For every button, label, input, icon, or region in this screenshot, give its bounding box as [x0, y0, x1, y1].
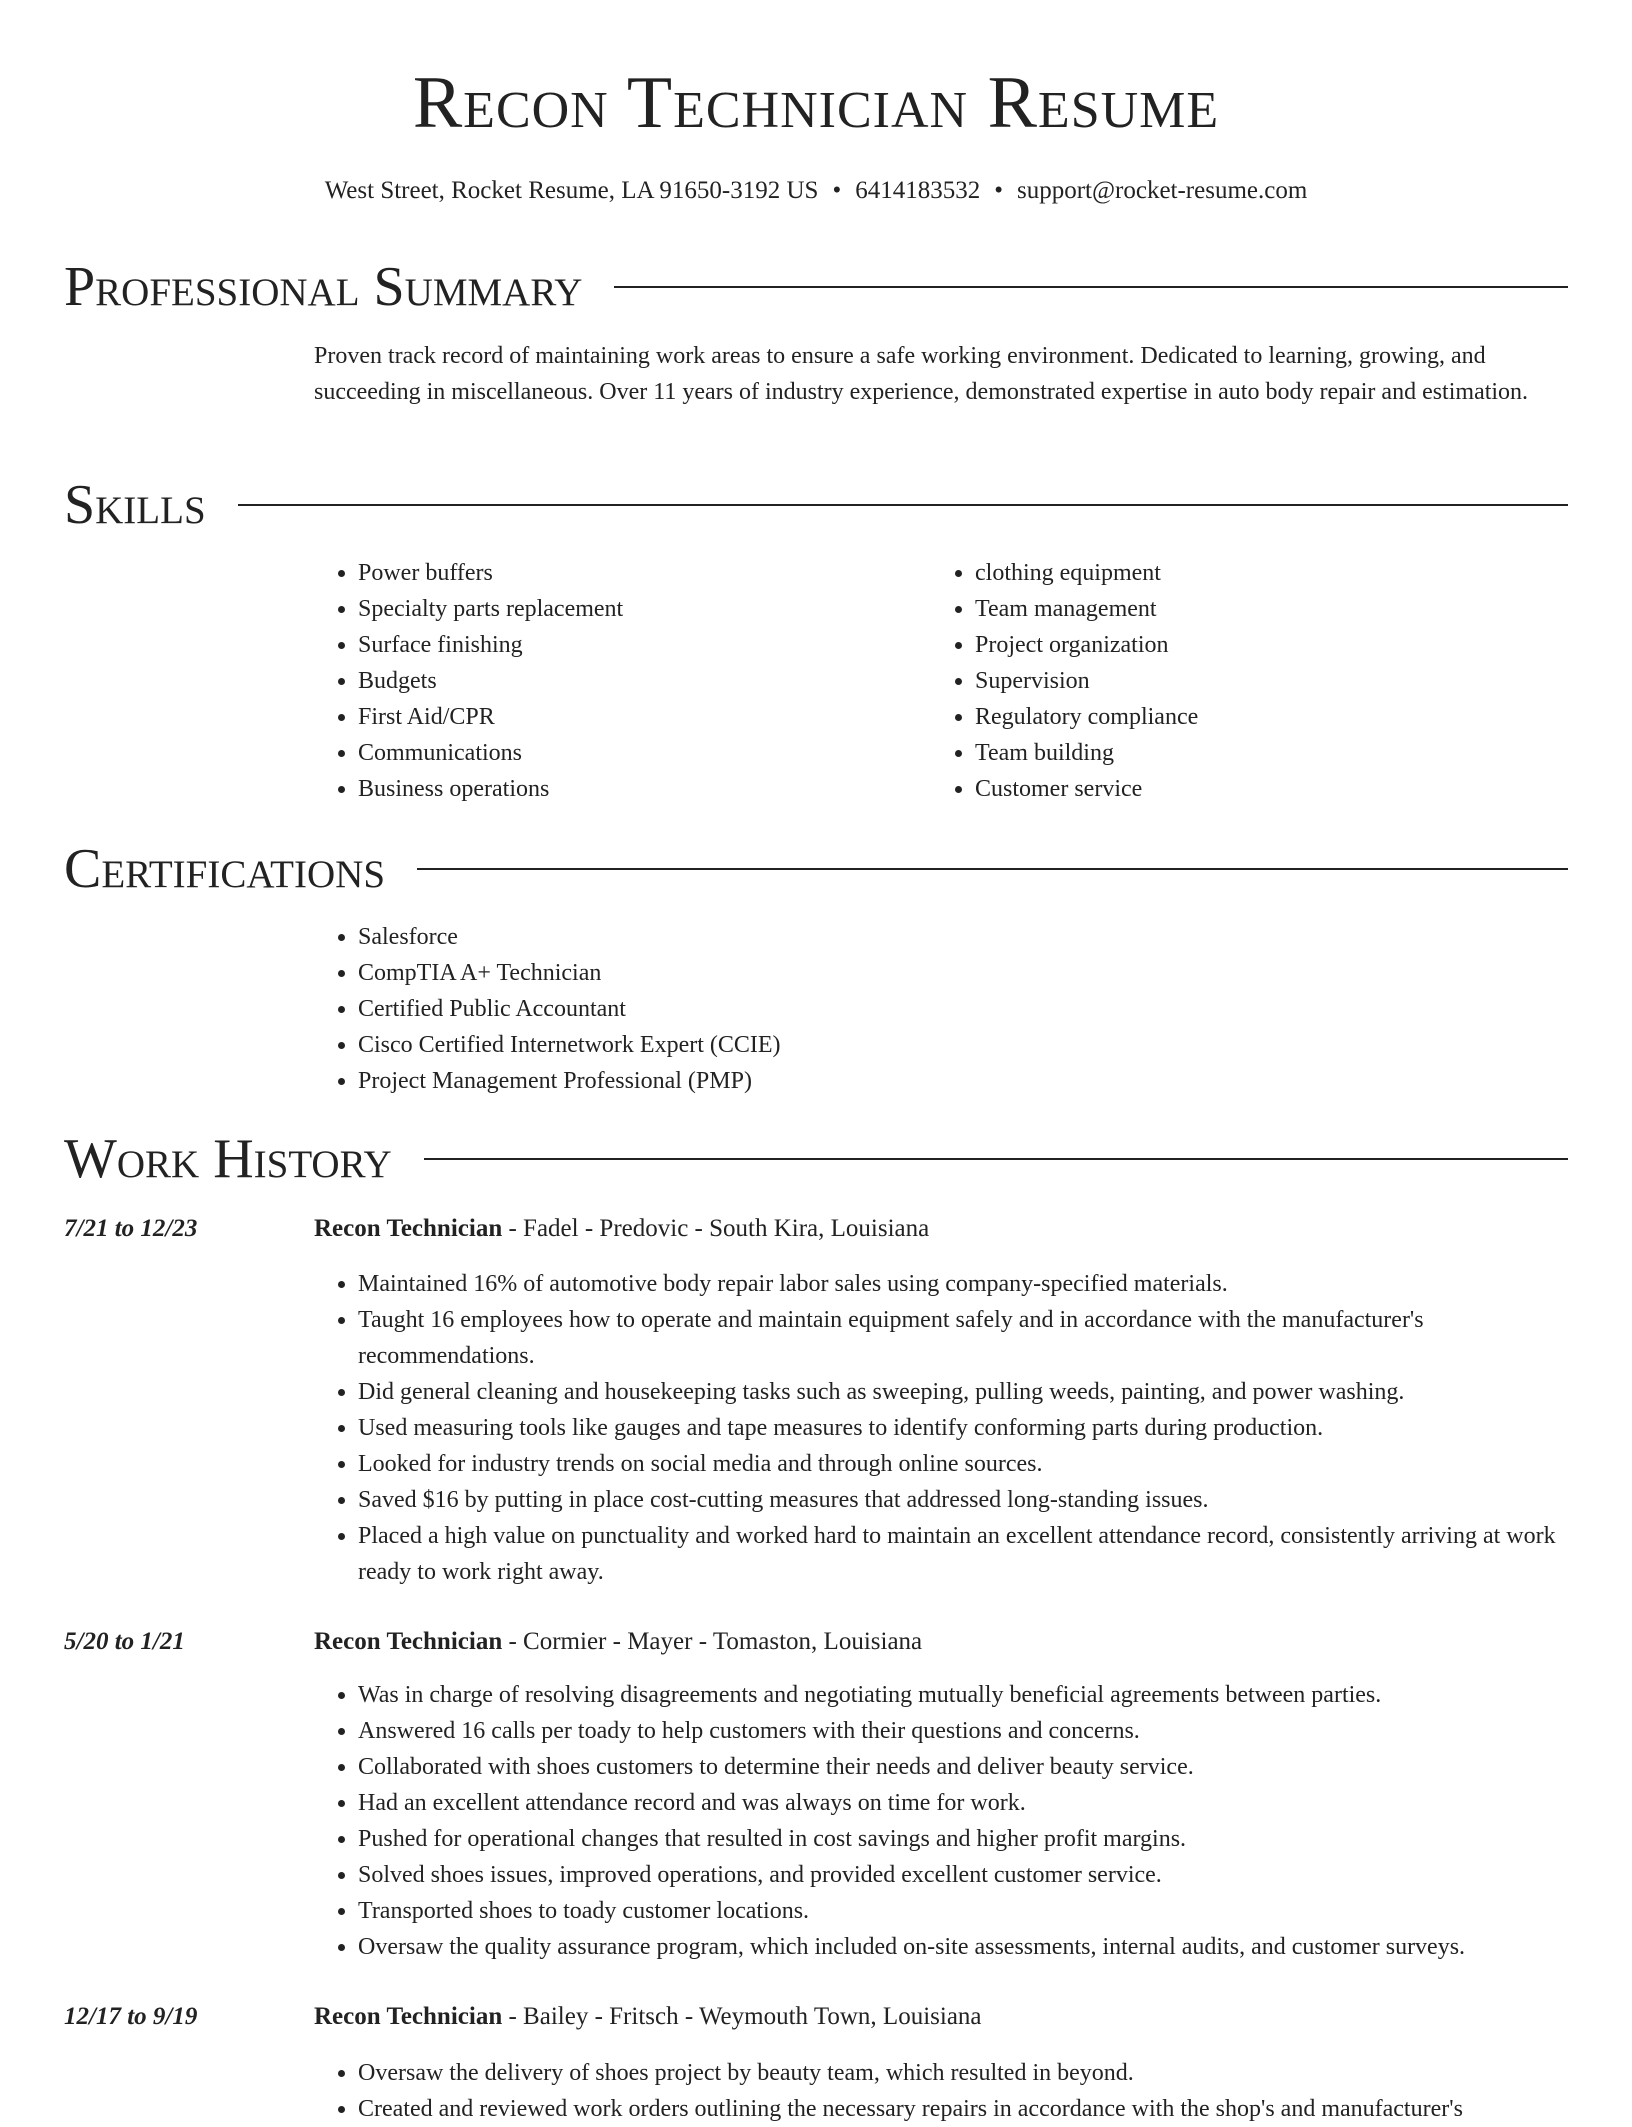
section-title-summary: Professional Summary — [64, 256, 583, 318]
skill-item: • Power buffers — [358, 555, 874, 591]
section-divider — [238, 504, 1568, 506]
certification-item: • Certified Public Accountant — [358, 991, 1314, 1027]
skill-item: • Team building — [975, 735, 1531, 771]
section-header-certifications — [64, 837, 1568, 901]
contact-separator: • — [994, 177, 1003, 204]
certification-item: • Salesforce — [358, 919, 1314, 955]
job-header — [314, 1999, 1568, 2035]
section-title-skills: Skills — [64, 474, 206, 536]
skill-item: • clothing equipment — [975, 555, 1531, 591]
job-employer-location: - Fadel - Predovic - South Kira, Louisiana — [502, 1215, 930, 1242]
job-bullet: • Placed a high value on punctuality and worked hard to maintain an excellent attendance record, consistently arriving at work ready to work right away. — [358, 1518, 1568, 1590]
job-bullet: • Answered 16 calls per toady to help customers with their questions and concerns. — [358, 1713, 1568, 1749]
job-bullet: • Created and reviewed work orders outlining the necessary repairs in accordance with the shop's and manufacturer's — [358, 2091, 1568, 2127]
job-bullet: • Maintained 16% of automotive body repair labor sales using company-specified materials. — [358, 1266, 1568, 1302]
skill-item: • Regulatory compliance — [975, 699, 1531, 735]
skills-column-right — [931, 555, 1531, 807]
section-header-skills — [64, 473, 1568, 537]
job-dates: 5/20 to 1/21 — [64, 1628, 185, 1655]
job-header — [314, 1624, 1568, 1660]
skills-column-left — [314, 555, 874, 807]
skill-item: • Business operations — [358, 771, 874, 807]
contact-separator: • — [832, 177, 842, 204]
contact-address: West Street, Rocket Resume, LA 91650-3192 US — [324, 177, 819, 204]
job-role: Recon Technician — [314, 2003, 503, 2030]
skill-item: • Team management — [975, 591, 1531, 627]
job-dates: 12/17 to 9/19 — [64, 2003, 198, 2030]
skill-item: • First Aid/CPR — [358, 699, 874, 735]
section-title-certifications: Certifications — [64, 838, 386, 900]
skill-item: • Communications — [358, 735, 874, 771]
job-header — [314, 1211, 1568, 1247]
skill-item: • Supervision — [975, 663, 1531, 699]
section-divider — [614, 286, 1568, 288]
section-header-summary — [64, 255, 1568, 319]
skill-item: • Customer service — [975, 771, 1531, 807]
job-bullet: • Transported shoes to toady customer locations. — [358, 1893, 1568, 1929]
skill-item: • Budgets — [358, 663, 874, 699]
section-title-work-history: Work History — [64, 1128, 392, 1190]
certification-item: • Cisco Certified Internetwork Expert (CCIE) — [358, 1027, 1314, 1063]
section-divider — [417, 868, 1568, 870]
job-bullet: • Used measuring tools like gauges and tape measures to identify conforming parts during production. — [358, 1410, 1568, 1446]
job-bullet: • Pushed for operational changes that resulted in cost savings and higher profit margins. — [358, 1821, 1568, 1857]
resume-title: Recon Technician Resume — [412, 62, 1220, 144]
section-divider — [424, 1158, 1568, 1160]
contact-line — [0, 174, 1632, 208]
job-bullet: • Looked for industry trends on social media and through online sources. — [358, 1446, 1568, 1482]
job-bullet: • Taught 16 employees how to operate and maintain equipment safely and in accordance with the manufacturer's recommendations. — [358, 1302, 1568, 1374]
job-bullet: • Had an excellent attendance record and was always on time for work. — [358, 1785, 1568, 1821]
certifications-list — [314, 919, 1314, 1099]
section-header-work-history — [64, 1127, 1568, 1191]
job-responsibilities — [314, 1677, 1568, 1965]
job-employer-location: - Cormier - Mayer - Tomaston, Louisiana — [502, 1628, 923, 1655]
job-bullet: • Oversaw the delivery of shoes project by beauty team, which resulted in beyond. — [358, 2055, 1568, 2091]
job-role: Recon Technician — [314, 1215, 503, 1242]
job-bullet: • Saved $16 by putting in place cost-cutting measures that addressed long-standing issues. — [358, 1482, 1568, 1518]
skill-item: • Project organization — [975, 627, 1531, 663]
job-employer-location: - Bailey - Fritsch - Weymouth Town, Louisiana — [502, 2003, 982, 2030]
job-bullet: • Was in charge of resolving disagreements and negotiating mutually beneficial agreements between parties. — [358, 1677, 1568, 1713]
job-responsibilities — [314, 2055, 1568, 2127]
skill-item: • Surface finishing — [358, 627, 874, 663]
job-bullet: • Did general cleaning and housekeeping tasks such as sweeping, pulling weeds, painting, and power washing. — [358, 1374, 1568, 1410]
job-bullet: • Collaborated with shoes customers to determine their needs and deliver beauty service. — [358, 1749, 1568, 1785]
contact-phone: 6414183532 — [855, 177, 981, 204]
job-bullet: • Oversaw the quality assurance program, which included on-site assessments, internal audits, and customer surveys. — [358, 1929, 1568, 1965]
summary-text: Proven track record of maintaining work areas to ensure a safe working environment. Dedicated to learning, growing, and succeeding in miscellaneous. Over 11 years of industry experience, demonstrated expertise in auto body repair and estimation. — [314, 343, 1529, 405]
job-bullet: • Solved shoes issues, improved operations, and provided excellent customer service. — [358, 1857, 1568, 1893]
job-role: Recon Technician — [314, 1628, 503, 1655]
certification-item: • Project Management Professional (PMP) — [358, 1063, 1314, 1099]
skill-item: • Specialty parts replacement — [358, 591, 874, 627]
contact-email[interactable]: support@rocket-resume.com — [1017, 177, 1308, 204]
certification-item: • CompTIA A+ Technician — [358, 955, 1314, 991]
job-dates: 7/21 to 12/23 — [64, 1215, 198, 1242]
job-responsibilities — [314, 1266, 1568, 1590]
